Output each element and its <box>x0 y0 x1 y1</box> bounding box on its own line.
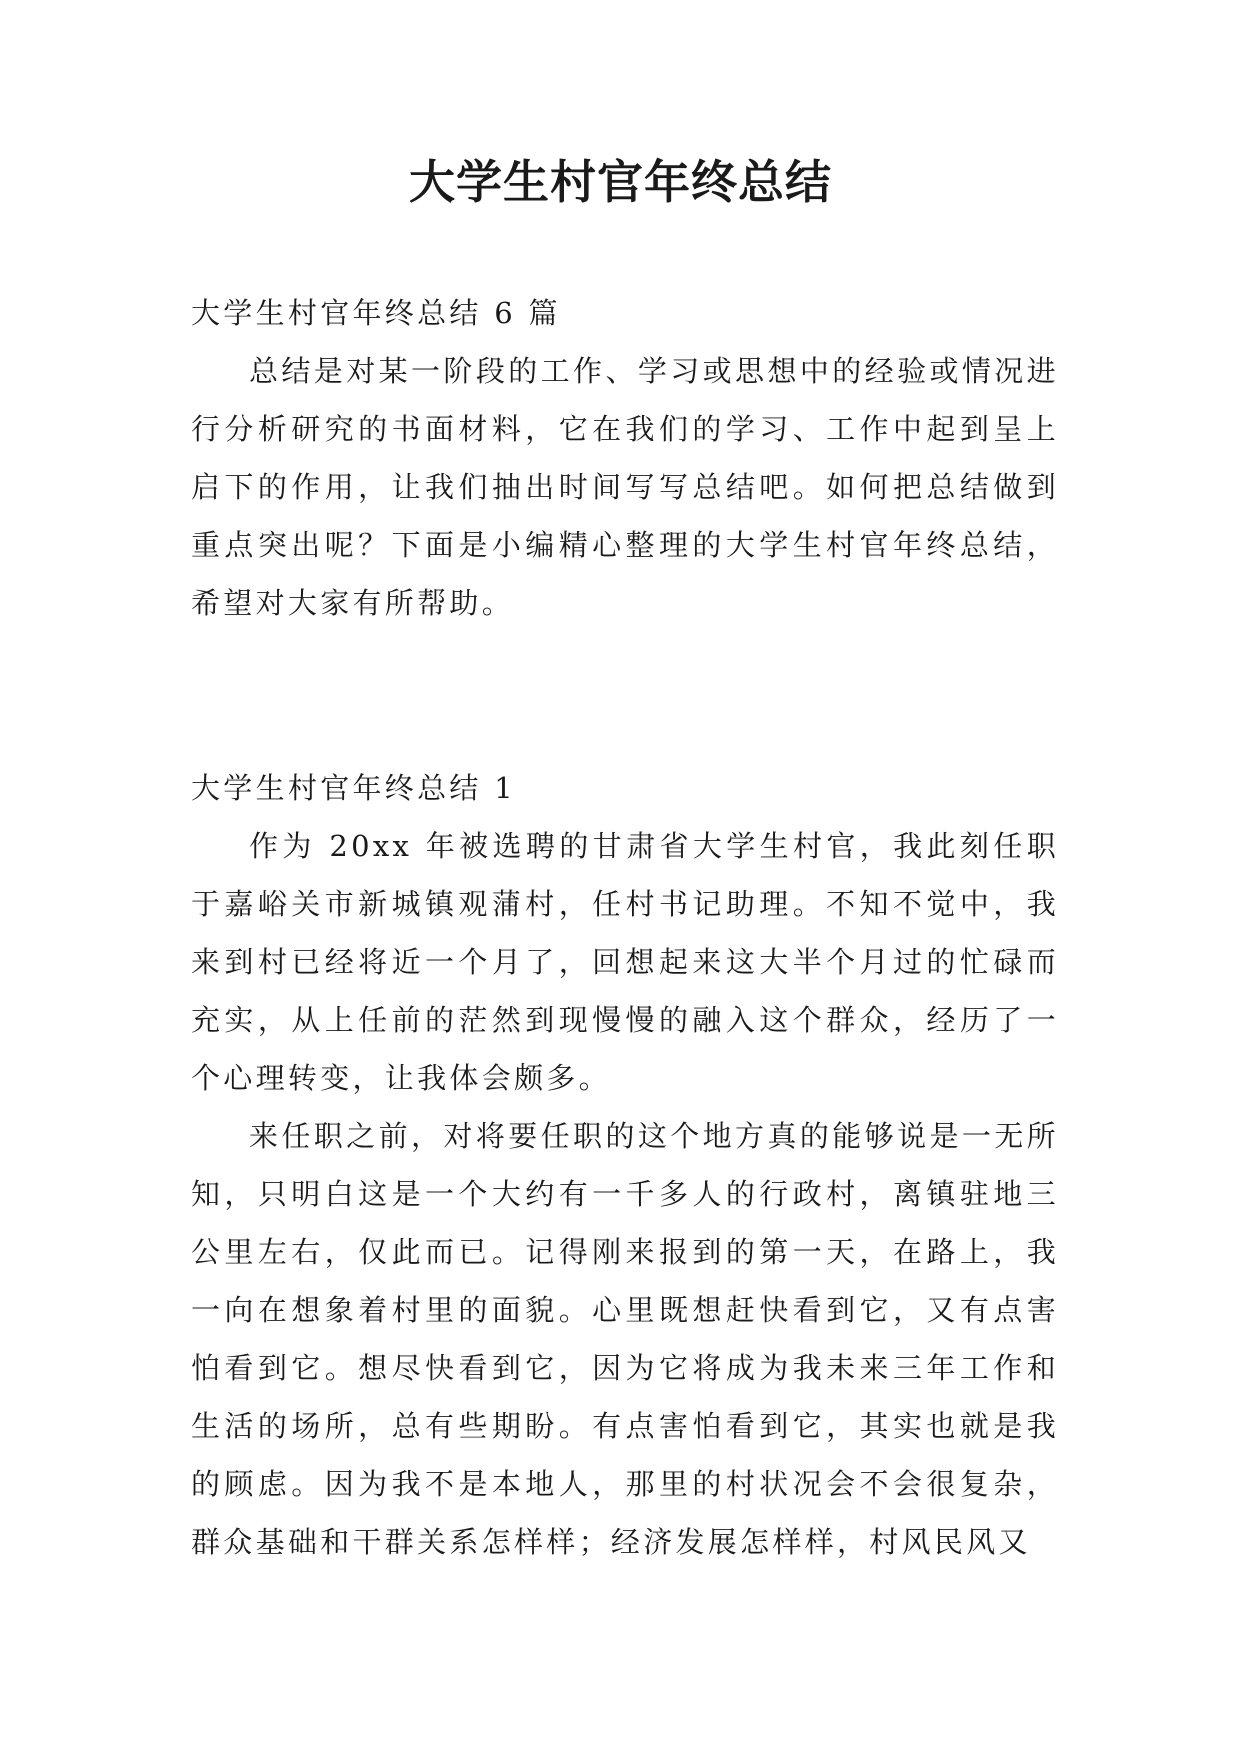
intro-heading: 大学生村官年终总结 6 篇 <box>191 296 561 330</box>
section-1-heading: 大学生村官年终总结 1 <box>191 771 516 805</box>
intro-section <box>191 284 1059 632</box>
section-1 <box>191 759 1059 1571</box>
section-1-paragraph-2: 来任职之前，对将要任职的这个地方真的能够说是一无所知，只明白这是一个大约有一千多人的行政村，离镇驻地三公里左右，仅此而已。记得刚来报到的第一天，在路上，我一向在想象着村里的面貌。心里既想赶快看到它，又有点害怕看到它。想尽快看到它，因为它将成为我未来三年工作和生活的场所，总有些期盼。有点害怕看到它，其实也就是我的顾虑。因为我不是本地人，那里的村状况会不会很复杂，群众基础和干群关系怎样样；经济发展怎样样，村风民风又 <box>191 1119 1059 1559</box>
document-title: 大学生村官年终总结 <box>409 155 832 209</box>
section-1-paragraph-1: 作为 20xx 年被选聘的甘肃省大学生村官，我此刻任职于嘉峪关市新城镇观蒲村，任村书记助理。不知不觉中，我来到村已经将近一个月了，回想起来这大半个月过的忙碌而充实，从上任前的茫然到现慢慢的融入这个群众，经历了一个心理转变，让我体会颇多。 <box>191 829 1059 1095</box>
intro-paragraph: 总结是对某一阶段的工作、学习或思想中的经验或情况进行分析研究的书面材料，它在我们的学习、工作中起到呈上启下的作用，让我们抽出时间写写总结吧。如何把总结做到重点突出呢？下面是小编精心整理的大学生村官年终总结，希望对大家有所帮助。 <box>191 354 1059 620</box>
